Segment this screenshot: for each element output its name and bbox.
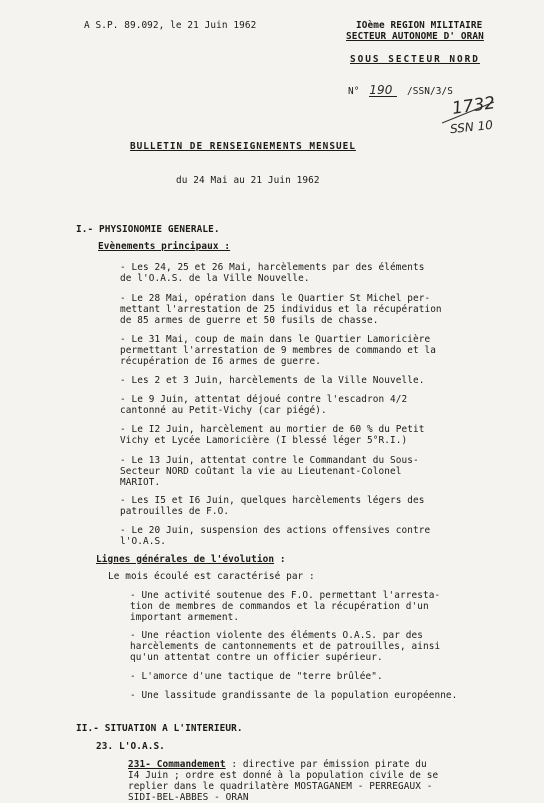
characteristic-1: - Une activité soutenue des F.O. permettant l'arresta- tion de membres de commandos et la récupération d'un important armement. (130, 590, 441, 623)
characteristic-3: - L'amorce d'une tactique de "terre brûlée". (130, 671, 383, 682)
ref-number: 190 (369, 85, 397, 97)
event-3: - Le 31 Mai, coup de main dans le Quartier Lamoricière permettant l'arrestation de 9 membres de commando et la récupération de I6 armes de guerre. (120, 334, 436, 367)
ref-prefix: N° (348, 86, 360, 97)
section-2-sub: 23. L'O.A.S. (96, 741, 165, 752)
characteristic-4: - Une lassitude grandissante de la population européenne. (130, 690, 458, 701)
item-231: 231- Commandement : directive par émission pirate du I4 Juin ; ordre est donné à la population civile de se replier dans le quadrilatère MOSTAGANEM - PERREGAUX - SIDI-BEL-ABBES - ORAN (128, 759, 439, 803)
sender-line: A S.P. 89.092, le 21 Juin 1962 (84, 20, 257, 31)
handwritten-number: 1732 (450, 93, 497, 119)
document-title: BULLETIN DE RENSEIGNEMENTS MENSUEL (130, 141, 356, 152)
reference-line (348, 85, 453, 97)
section-2-heading: II.- SITUATION A L'INTERIEUR. (76, 723, 243, 734)
section-1-heading: I.- PHYSIONOMIE GENERALE. (76, 224, 220, 235)
event-9: - Le 20 Juin, suspension des actions offensives contre l'O.A.S. (120, 525, 431, 547)
event-1: - Les 24, 25 et 26 Mai, harcèlements par des éléments de l'O.A.S. de la Ville Nouvelle. (120, 262, 425, 284)
event-2: - Le 28 Mai, opération dans le Quartier St Michel per- mettant l'arrestation de 25 individus et la récupération de 85 armes de guerre et 50 fusils de chasse. (120, 293, 442, 326)
event-6: - Le I2 Juin, harcèlement au mortier de 60 % du Petit Vichy et Lycée Lamoricière (I blessé léger 5°R.I.) (120, 424, 425, 446)
ref-suffix: /SSN/3/S (407, 86, 453, 97)
event-8: - Les I5 et I6 Juin, quelques harcèlements légers des patrouilles de F.O. (120, 495, 425, 517)
handwritten-code: SSN 10 (449, 117, 494, 137)
lines-heading: Lignes générales de l'évolution : (96, 554, 286, 565)
org-line-2: SECTEUR AUTONOME D' ORAN (346, 31, 484, 42)
event-5: - Le 9 Juin, attentat déjoué contre l'escadron 4/2 cantonné au Petit-Vichy (car piégé). (120, 394, 408, 416)
org-line-3: SOUS SECTEUR NORD (350, 54, 480, 65)
events-subheading: Evènements principaux : (98, 241, 231, 252)
event-4: - Les 2 et 3 Juin, harcèlements de la Ville Nouvelle. (120, 375, 425, 386)
event-7: - Le 13 Juin, attentat contre le Commandant du Sous- Secteur NORD coûtant la vie au Lieutenant-Colonel MARIOT. (120, 455, 419, 488)
org-line-1: IOème REGION MILITAIRE (356, 20, 483, 31)
characteristic-2: - Une réaction violente des éléments O.A.S. par des harcèlements de cantonnements et de patrouilles, ainsi qu'un attentat contre un officier supérieur. (130, 630, 441, 663)
document-period: du 24 Mai au 21 Juin 1962 (176, 175, 320, 186)
characteristics-intro: Le mois écoulé est caractérisé par : (108, 571, 315, 582)
